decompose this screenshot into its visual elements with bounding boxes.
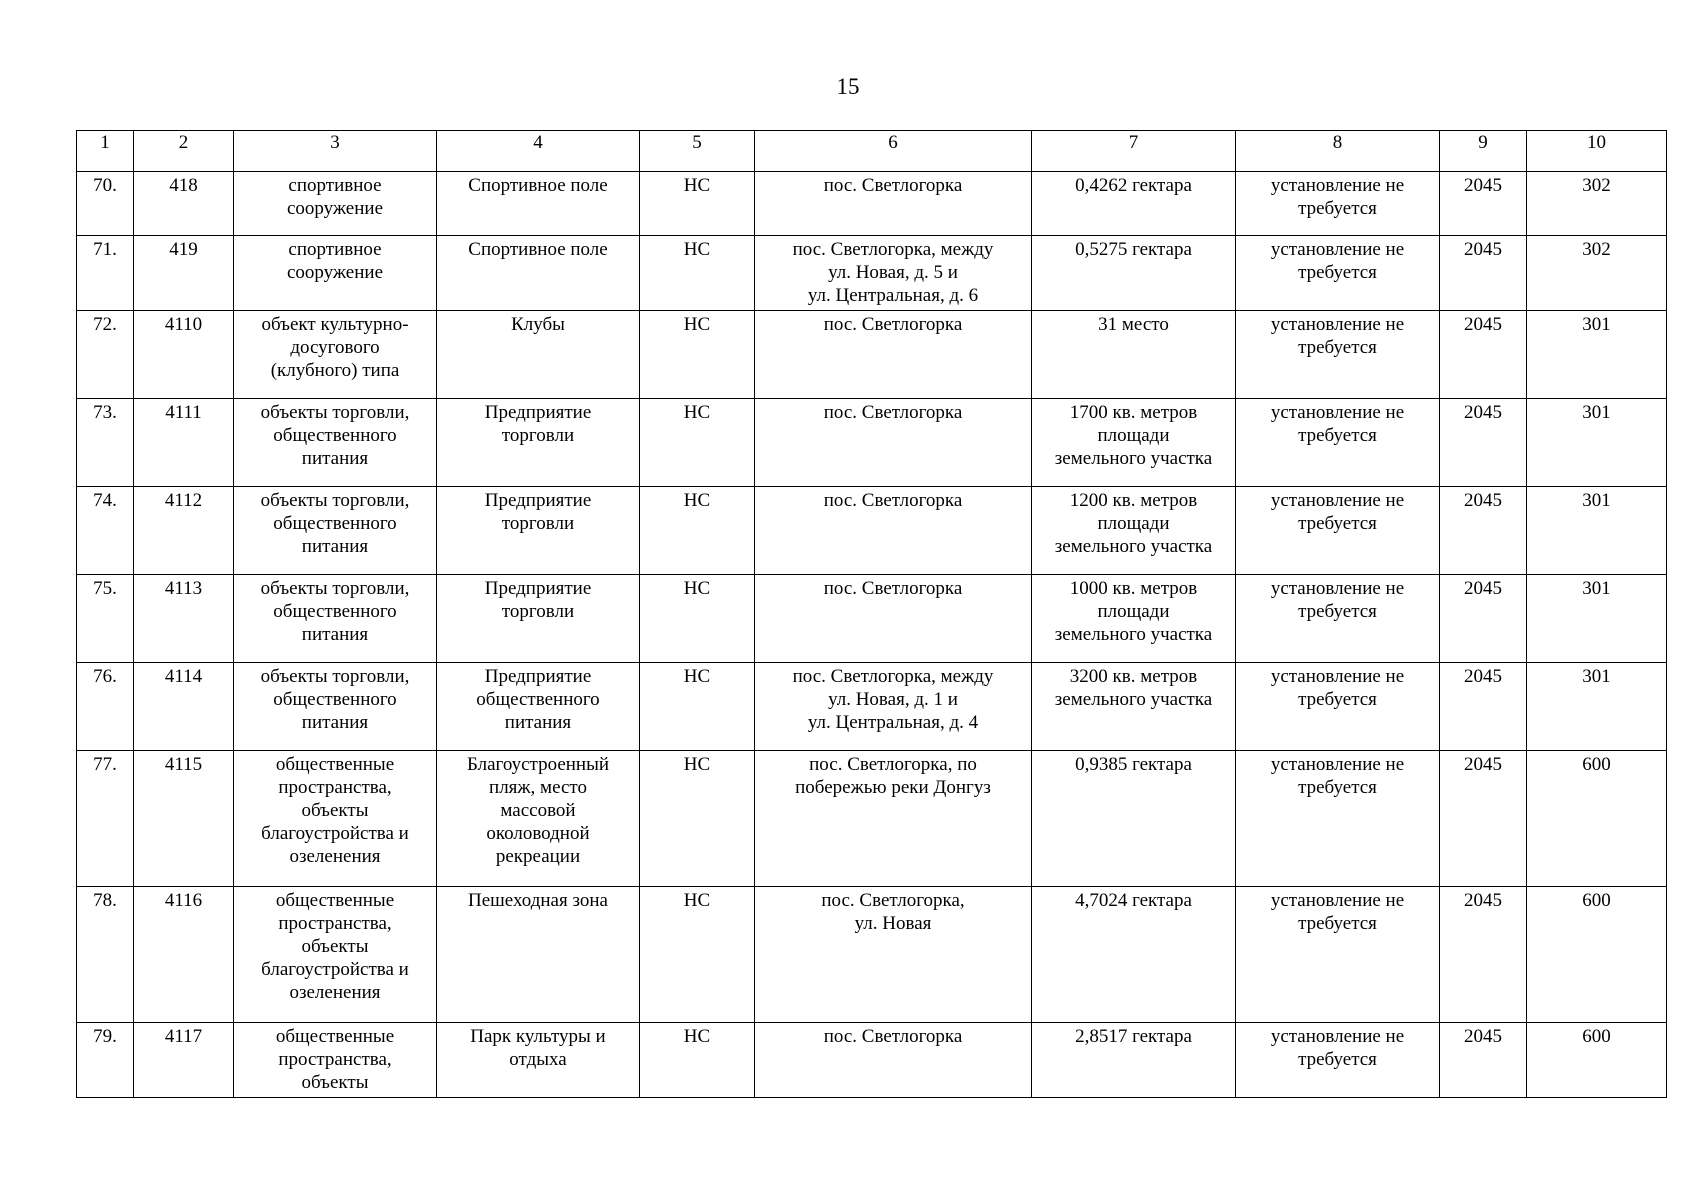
object-type-line: общественные <box>275 890 395 911</box>
protection-zone-line: установление не <box>1270 578 1405 599</box>
object-name-line: Предприятие <box>484 666 592 687</box>
completion-year-cell: 2045 <box>1440 1023 1527 1098</box>
object-code-cell: 419 <box>134 236 234 311</box>
object-code-cell: 4111 <box>134 399 234 487</box>
object-type-line: объекты торговли, <box>260 402 410 423</box>
object-type-line: питания <box>301 448 369 469</box>
object-name-line: Предприятие <box>484 578 592 599</box>
object-name-line: питания <box>504 712 572 733</box>
protection-zone-cell <box>1236 311 1440 399</box>
row-number-cell: 77. <box>77 751 134 887</box>
object-name-cell <box>437 236 640 311</box>
object-type-cell <box>234 887 437 1023</box>
object-capacity-line: 1200 кв. метров <box>1069 490 1198 511</box>
object-capacity-line: земельного участка <box>1054 448 1213 469</box>
object-location-line: пос. Светлогорка, по <box>809 754 977 775</box>
object-name-line: Предприятие <box>484 490 592 511</box>
object-location-cell <box>755 236 1032 311</box>
object-type-line: объект культурно- <box>261 314 409 335</box>
object-type-line: объекты <box>301 1072 369 1093</box>
object-name-line: Клубы <box>511 314 565 335</box>
object-location-line: пос. Светлогорка <box>823 175 963 196</box>
protection-zone-line: требуется <box>1298 198 1377 219</box>
registry-table <box>76 130 1667 1098</box>
row-number-cell: 72. <box>77 311 134 399</box>
object-type-line: спортивное <box>288 175 382 196</box>
object-value-cell: 301 <box>1527 399 1667 487</box>
object-type-line: (клубного) типа <box>270 360 400 381</box>
object-code-cell: 4116 <box>134 887 234 1023</box>
object-capacity-line: 0,4262 гектара <box>1075 175 1192 196</box>
row-number-cell: 76. <box>77 663 134 751</box>
protection-zone-line: установление не <box>1270 490 1405 511</box>
object-name-line: отдыха <box>509 1049 567 1070</box>
protection-zone-cell <box>1236 236 1440 311</box>
object-code-cell: 4117 <box>134 1023 234 1098</box>
object-location-cell <box>755 399 1032 487</box>
object-type-line: озеленения <box>289 982 381 1003</box>
object-location-cell <box>755 751 1032 887</box>
object-name-cell <box>437 887 640 1023</box>
object-status-cell: НС <box>640 311 755 399</box>
object-location-line: пос. Светлогорка <box>823 402 963 423</box>
object-location-line: ул. Новая <box>854 913 932 934</box>
object-type-line: общественные <box>275 1026 395 1047</box>
protection-zone-cell <box>1236 487 1440 575</box>
object-name-line: околоводной <box>486 823 590 844</box>
page-number: 15 <box>836 74 860 99</box>
object-name-line: общественного <box>476 689 600 710</box>
protection-zone-line: требуется <box>1298 601 1377 622</box>
object-location-cell <box>755 887 1032 1023</box>
protection-zone-line: установление не <box>1270 402 1405 423</box>
object-type-line: общественного <box>273 689 397 710</box>
object-type-cell <box>234 236 437 311</box>
row-number-cell: 73. <box>77 399 134 487</box>
object-value-cell: 301 <box>1527 487 1667 575</box>
object-code-cell: 4113 <box>134 575 234 663</box>
column-header-6: 6 <box>755 131 1032 172</box>
object-type-line: пространства, <box>278 777 392 798</box>
object-value-cell: 302 <box>1527 172 1667 236</box>
object-type-line: общественного <box>273 425 397 446</box>
row-number-cell: 71. <box>77 236 134 311</box>
object-location-cell <box>755 663 1032 751</box>
object-type-line: общественного <box>273 513 397 534</box>
object-capacity-line: площади <box>1097 513 1170 534</box>
protection-zone-cell <box>1236 663 1440 751</box>
object-code-cell: 4110 <box>134 311 234 399</box>
protection-zone-line: требуется <box>1298 262 1377 283</box>
object-location-cell <box>755 1023 1032 1098</box>
object-capacity-line: земельного участка <box>1054 689 1213 710</box>
object-type-line: объекты торговли, <box>260 490 410 511</box>
object-name-line: Спортивное поле <box>468 175 608 196</box>
object-status-cell: НС <box>640 1023 755 1098</box>
table-row <box>77 575 1667 663</box>
object-name-line: Парк культуры и <box>470 1026 606 1047</box>
object-capacity-line: площади <box>1097 601 1170 622</box>
completion-year-cell: 2045 <box>1440 311 1527 399</box>
row-number-cell: 75. <box>77 575 134 663</box>
object-value-cell: 301 <box>1527 663 1667 751</box>
object-capacity-cell <box>1032 172 1236 236</box>
object-type-line: пространства, <box>278 1049 392 1070</box>
object-location-line: ул. Новая, д. 1 и <box>828 689 958 710</box>
completion-year-cell: 2045 <box>1440 172 1527 236</box>
object-type-cell <box>234 751 437 887</box>
object-type-line: питания <box>301 624 369 645</box>
object-capacity-cell <box>1032 487 1236 575</box>
object-type-cell <box>234 487 437 575</box>
object-type-line: благоустройства и <box>261 823 409 844</box>
object-name-line: Спортивное поле <box>468 239 608 260</box>
object-type-line: спортивное <box>288 239 382 260</box>
object-location-line: ул. Центральная, д. 6 <box>807 285 979 306</box>
object-location-cell <box>755 487 1032 575</box>
protection-zone-line: установление не <box>1270 666 1405 687</box>
protection-zone-line: установление не <box>1270 314 1405 335</box>
table-row <box>77 236 1667 311</box>
object-status-cell: НС <box>640 172 755 236</box>
object-type-cell <box>234 575 437 663</box>
object-code-cell: 4115 <box>134 751 234 887</box>
object-name-line: торговли <box>501 513 575 534</box>
object-location-line: пос. Светлогорка, между <box>792 239 994 260</box>
object-type-line: досугового <box>290 337 380 358</box>
object-type-cell <box>234 311 437 399</box>
object-value-cell: 301 <box>1527 575 1667 663</box>
object-capacity-line: 1000 кв. метров <box>1069 578 1198 599</box>
object-location-line: пос. Светлогорка, между <box>792 666 994 687</box>
object-location-line: пос. Светлогорка <box>823 578 963 599</box>
object-capacity-cell <box>1032 751 1236 887</box>
column-header-10: 10 <box>1527 131 1667 172</box>
object-capacity-cell <box>1032 887 1236 1023</box>
object-name-cell <box>437 172 640 236</box>
object-name-cell <box>437 1023 640 1098</box>
protection-zone-cell <box>1236 172 1440 236</box>
table-row <box>77 887 1667 1023</box>
object-location-cell <box>755 575 1032 663</box>
column-header-5: 5 <box>640 131 755 172</box>
table-body <box>77 172 1667 1098</box>
object-value-cell: 600 <box>1527 887 1667 1023</box>
object-type-line: общественные <box>275 754 395 775</box>
object-capacity-line: 4,7024 гектара <box>1075 890 1192 911</box>
table-row <box>77 311 1667 399</box>
table-row <box>77 663 1667 751</box>
object-location-cell <box>755 311 1032 399</box>
object-type-cell <box>234 172 437 236</box>
column-header-1: 1 <box>77 131 134 172</box>
table-row <box>77 1023 1667 1098</box>
object-type-line: сооружение <box>286 262 383 283</box>
object-capacity-line: 1700 кв. метров <box>1069 402 1198 423</box>
protection-zone-cell <box>1236 399 1440 487</box>
protection-zone-cell <box>1236 887 1440 1023</box>
protection-zone-line: установление не <box>1270 239 1405 260</box>
object-name-cell <box>437 311 640 399</box>
object-name-cell <box>437 751 640 887</box>
object-name-cell <box>437 663 640 751</box>
protection-zone-line: установление не <box>1270 754 1405 775</box>
object-status-cell: НС <box>640 887 755 1023</box>
table-row <box>77 487 1667 575</box>
object-capacity-line: 31 место <box>1098 314 1169 335</box>
object-capacity-cell <box>1032 236 1236 311</box>
completion-year-cell: 2045 <box>1440 236 1527 311</box>
object-type-line: питания <box>301 712 369 733</box>
object-type-cell <box>234 399 437 487</box>
protection-zone-line: установление не <box>1270 890 1405 911</box>
object-capacity-line: 3200 кв. метров <box>1069 666 1198 687</box>
object-name-line: торговли <box>501 425 575 446</box>
protection-zone-line: требуется <box>1298 513 1377 534</box>
object-capacity-line: площади <box>1097 425 1170 446</box>
object-code-cell: 418 <box>134 172 234 236</box>
column-header-2: 2 <box>134 131 234 172</box>
column-header-7: 7 <box>1032 131 1236 172</box>
object-location-line: ул. Центральная, д. 4 <box>807 712 979 733</box>
table-row <box>77 399 1667 487</box>
object-capacity-line: земельного участка <box>1054 536 1213 557</box>
row-number-cell: 79. <box>77 1023 134 1098</box>
object-name-cell <box>437 487 640 575</box>
object-type-line: объекты <box>301 800 369 821</box>
completion-year-cell: 2045 <box>1440 751 1527 887</box>
object-status-cell: НС <box>640 751 755 887</box>
object-name-line: Пешеходная зона <box>468 890 608 911</box>
object-name-line: рекреации <box>495 846 581 867</box>
object-name-line: торговли <box>501 601 575 622</box>
protection-zone-line: требуется <box>1298 777 1377 798</box>
object-location-line: побережью реки Донгуз <box>795 777 991 798</box>
object-location-line: пос. Светлогорка <box>823 314 963 335</box>
object-capacity-cell <box>1032 575 1236 663</box>
object-type-line: объекты торговли, <box>260 666 410 687</box>
protection-zone-line: требуется <box>1298 1049 1377 1070</box>
object-type-line: питания <box>301 536 369 557</box>
object-capacity-line: земельного участка <box>1054 624 1213 645</box>
column-header-4: 4 <box>437 131 640 172</box>
object-type-cell <box>234 1023 437 1098</box>
completion-year-cell: 2045 <box>1440 399 1527 487</box>
protection-zone-cell <box>1236 751 1440 887</box>
row-number-cell: 70. <box>77 172 134 236</box>
object-capacity-line: 0,9385 гектара <box>1075 754 1192 775</box>
object-value-cell: 600 <box>1527 751 1667 887</box>
object-capacity-cell <box>1032 399 1236 487</box>
object-location-line: ул. Новая, д. 5 и <box>828 262 958 283</box>
table-header <box>77 131 1667 172</box>
object-type-line: благоустройства и <box>261 959 409 980</box>
object-value-cell: 302 <box>1527 236 1667 311</box>
object-status-cell: НС <box>640 399 755 487</box>
protection-zone-line: требуется <box>1298 689 1377 710</box>
protection-zone-cell <box>1236 575 1440 663</box>
object-type-cell <box>234 663 437 751</box>
table-row <box>77 751 1667 887</box>
object-capacity-cell <box>1032 1023 1236 1098</box>
object-status-cell: НС <box>640 575 755 663</box>
column-header-3: 3 <box>234 131 437 172</box>
object-name-cell <box>437 575 640 663</box>
protection-zone-cell <box>1236 1023 1440 1098</box>
protection-zone-line: установление не <box>1270 1026 1405 1047</box>
object-status-cell: НС <box>640 663 755 751</box>
object-capacity-cell <box>1032 311 1236 399</box>
row-number-cell: 78. <box>77 887 134 1023</box>
header-row <box>77 131 1667 172</box>
object-type-line: объекты <box>301 936 369 957</box>
protection-zone-line: требуется <box>1298 337 1377 358</box>
object-location-line: пос. Светлогорка, <box>821 890 965 911</box>
object-type-line: сооружение <box>286 198 383 219</box>
object-code-cell: 4114 <box>134 663 234 751</box>
object-capacity-cell <box>1032 663 1236 751</box>
object-value-cell: 301 <box>1527 311 1667 399</box>
completion-year-cell: 2045 <box>1440 487 1527 575</box>
object-capacity-line: 0,5275 гектара <box>1075 239 1192 260</box>
completion-year-cell: 2045 <box>1440 575 1527 663</box>
object-status-cell: НС <box>640 487 755 575</box>
object-type-line: пространства, <box>278 913 392 934</box>
object-name-line: Предприятие <box>484 402 592 423</box>
protection-zone-line: требуется <box>1298 913 1377 934</box>
completion-year-cell: 2045 <box>1440 887 1527 1023</box>
object-value-cell: 600 <box>1527 1023 1667 1098</box>
object-type-line: объекты торговли, <box>260 578 410 599</box>
object-location-line: пос. Светлогорка <box>823 1026 963 1047</box>
object-location-line: пос. Светлогорка <box>823 490 963 511</box>
object-name-line: Благоустроенный <box>466 754 610 775</box>
row-number-cell: 74. <box>77 487 134 575</box>
object-name-line: пляж, место <box>489 777 587 798</box>
object-name-line: массовой <box>500 800 576 821</box>
completion-year-cell: 2045 <box>1440 663 1527 751</box>
object-type-line: общественного <box>273 601 397 622</box>
protection-zone-line: требуется <box>1298 425 1377 446</box>
object-type-line: озеленения <box>289 846 381 867</box>
object-location-cell <box>755 172 1032 236</box>
table-row <box>77 172 1667 236</box>
column-header-8: 8 <box>1236 131 1440 172</box>
object-status-cell: НС <box>640 236 755 311</box>
column-header-9: 9 <box>1440 131 1527 172</box>
object-capacity-line: 2,8517 гектара <box>1075 1026 1192 1047</box>
object-name-cell <box>437 399 640 487</box>
protection-zone-line: установление не <box>1270 175 1405 196</box>
object-code-cell: 4112 <box>134 487 234 575</box>
